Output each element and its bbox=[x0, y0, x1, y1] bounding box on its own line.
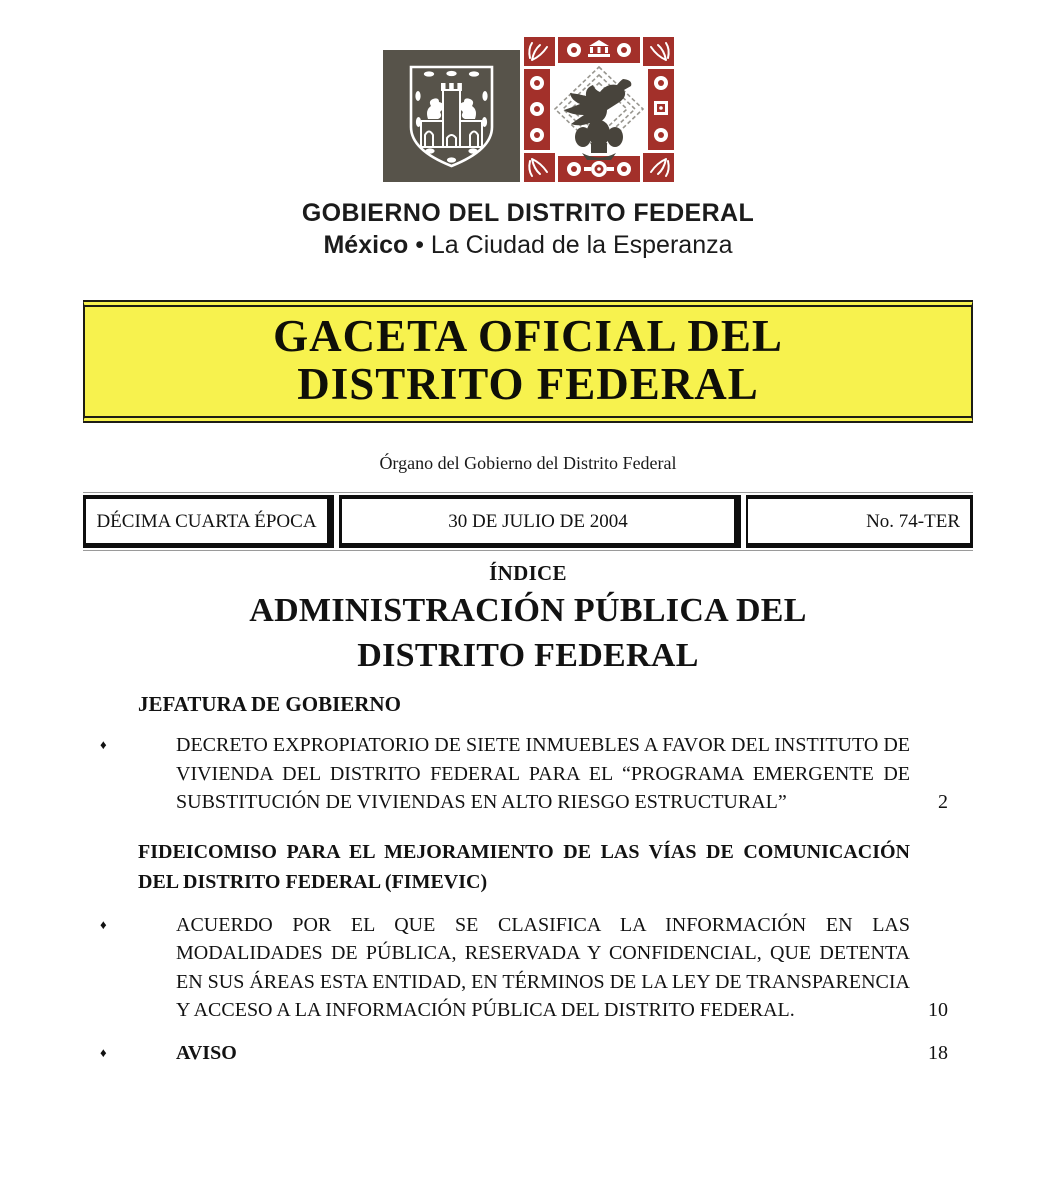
masthead-row bbox=[83, 492, 973, 551]
toc-item-page-number: 18 bbox=[928, 1041, 948, 1064]
organ-subtitle: Órgano del Gobierno del Distrito Federal bbox=[379, 453, 677, 473]
masthead-date: 30 DE JULIO DE 2004 bbox=[339, 495, 741, 548]
toc-item-text: ACUERDO POR EL QUE SE CLASIFICA LA INFORMACIÓN EN LAS MODALIDADES DE PÚBLICA, RESERVADA Y CONFIDENCIAL, QUE DETENTA EN SUS ÁREAS ESTA ENTIDAD, EN TÉRMINOS DE LA LEY DE TRANSPARENCIA Y ACCESO A LA INFORMACIÓN PÚBLICA DEL DISTRITO FEDERAL. bbox=[176, 913, 910, 1021]
gazette-title-line2: DISTRITO FEDERAL bbox=[297, 359, 759, 409]
eagle-on-cactus-emblem-icon bbox=[524, 37, 674, 182]
government-slogan bbox=[0, 231, 1056, 260]
slogan-rest: • La Ciudad de la Esperanza bbox=[415, 231, 733, 259]
section-heading-jefatura: JEFATURA DE GOBIERNO bbox=[138, 692, 401, 716]
toc-item-text: DECRETO EXPROPIATORIO DE SIETE INMUEBLES A FAVOR DEL INSTITUTO DE VIVIENDA DEL DISTRITO FEDERAL PARA EL “PROGRAMA EMERGENTE DE SUBSTITUCIÓN DE VIVIENDAS EN ALTO RIESGO ESTRUCTURAL” bbox=[176, 734, 910, 813]
toc-item-text: AVISO bbox=[176, 1041, 237, 1064]
administration-heading-line2: DISTRITO FEDERAL bbox=[357, 637, 699, 674]
index-title: ÍNDICE bbox=[489, 561, 567, 585]
diamond-bullet-icon: ♦ bbox=[100, 916, 107, 932]
administration-heading-line1: ADMINISTRACIÓN PÚBLICA DEL bbox=[249, 592, 807, 629]
diamond-bullet-icon: ♦ bbox=[100, 1044, 107, 1060]
toc-item-decreto bbox=[100, 731, 948, 817]
section-heading-fimevic: FIDEICOMISO PARA EL MEJORAMIENTO DE LAS VÍAS DE COMUNICACIÓN DEL DISTRITO FEDERAL (FIMEVIC) bbox=[138, 840, 910, 893]
toc-item-page-number: 2 bbox=[938, 791, 948, 813]
administration-heading bbox=[83, 588, 973, 678]
masthead-epoch: DÉCIMA CUARTA ÉPOCA bbox=[83, 495, 334, 548]
government-name: GOBIERNO DEL DISTRITO FEDERAL bbox=[301, 199, 755, 227]
brand-header bbox=[0, 0, 1056, 260]
government-logo bbox=[0, 36, 1056, 182]
diamond-bullet-icon: ♦ bbox=[100, 737, 107, 752]
gazette-title-line1: GACETA OFICIAL DEL bbox=[273, 311, 783, 361]
toc-item-acuerdo bbox=[100, 911, 948, 1025]
content-column bbox=[83, 300, 973, 1067]
toc-item-aviso bbox=[100, 1039, 948, 1068]
gazette-title-banner bbox=[83, 300, 973, 423]
masthead-issue-number: No. 74-TER bbox=[746, 495, 973, 548]
toc-item-page-number: 10 bbox=[928, 999, 948, 1021]
coat-of-arms-shield-castle-icon bbox=[383, 50, 520, 182]
slogan-mexico: México bbox=[323, 231, 409, 259]
